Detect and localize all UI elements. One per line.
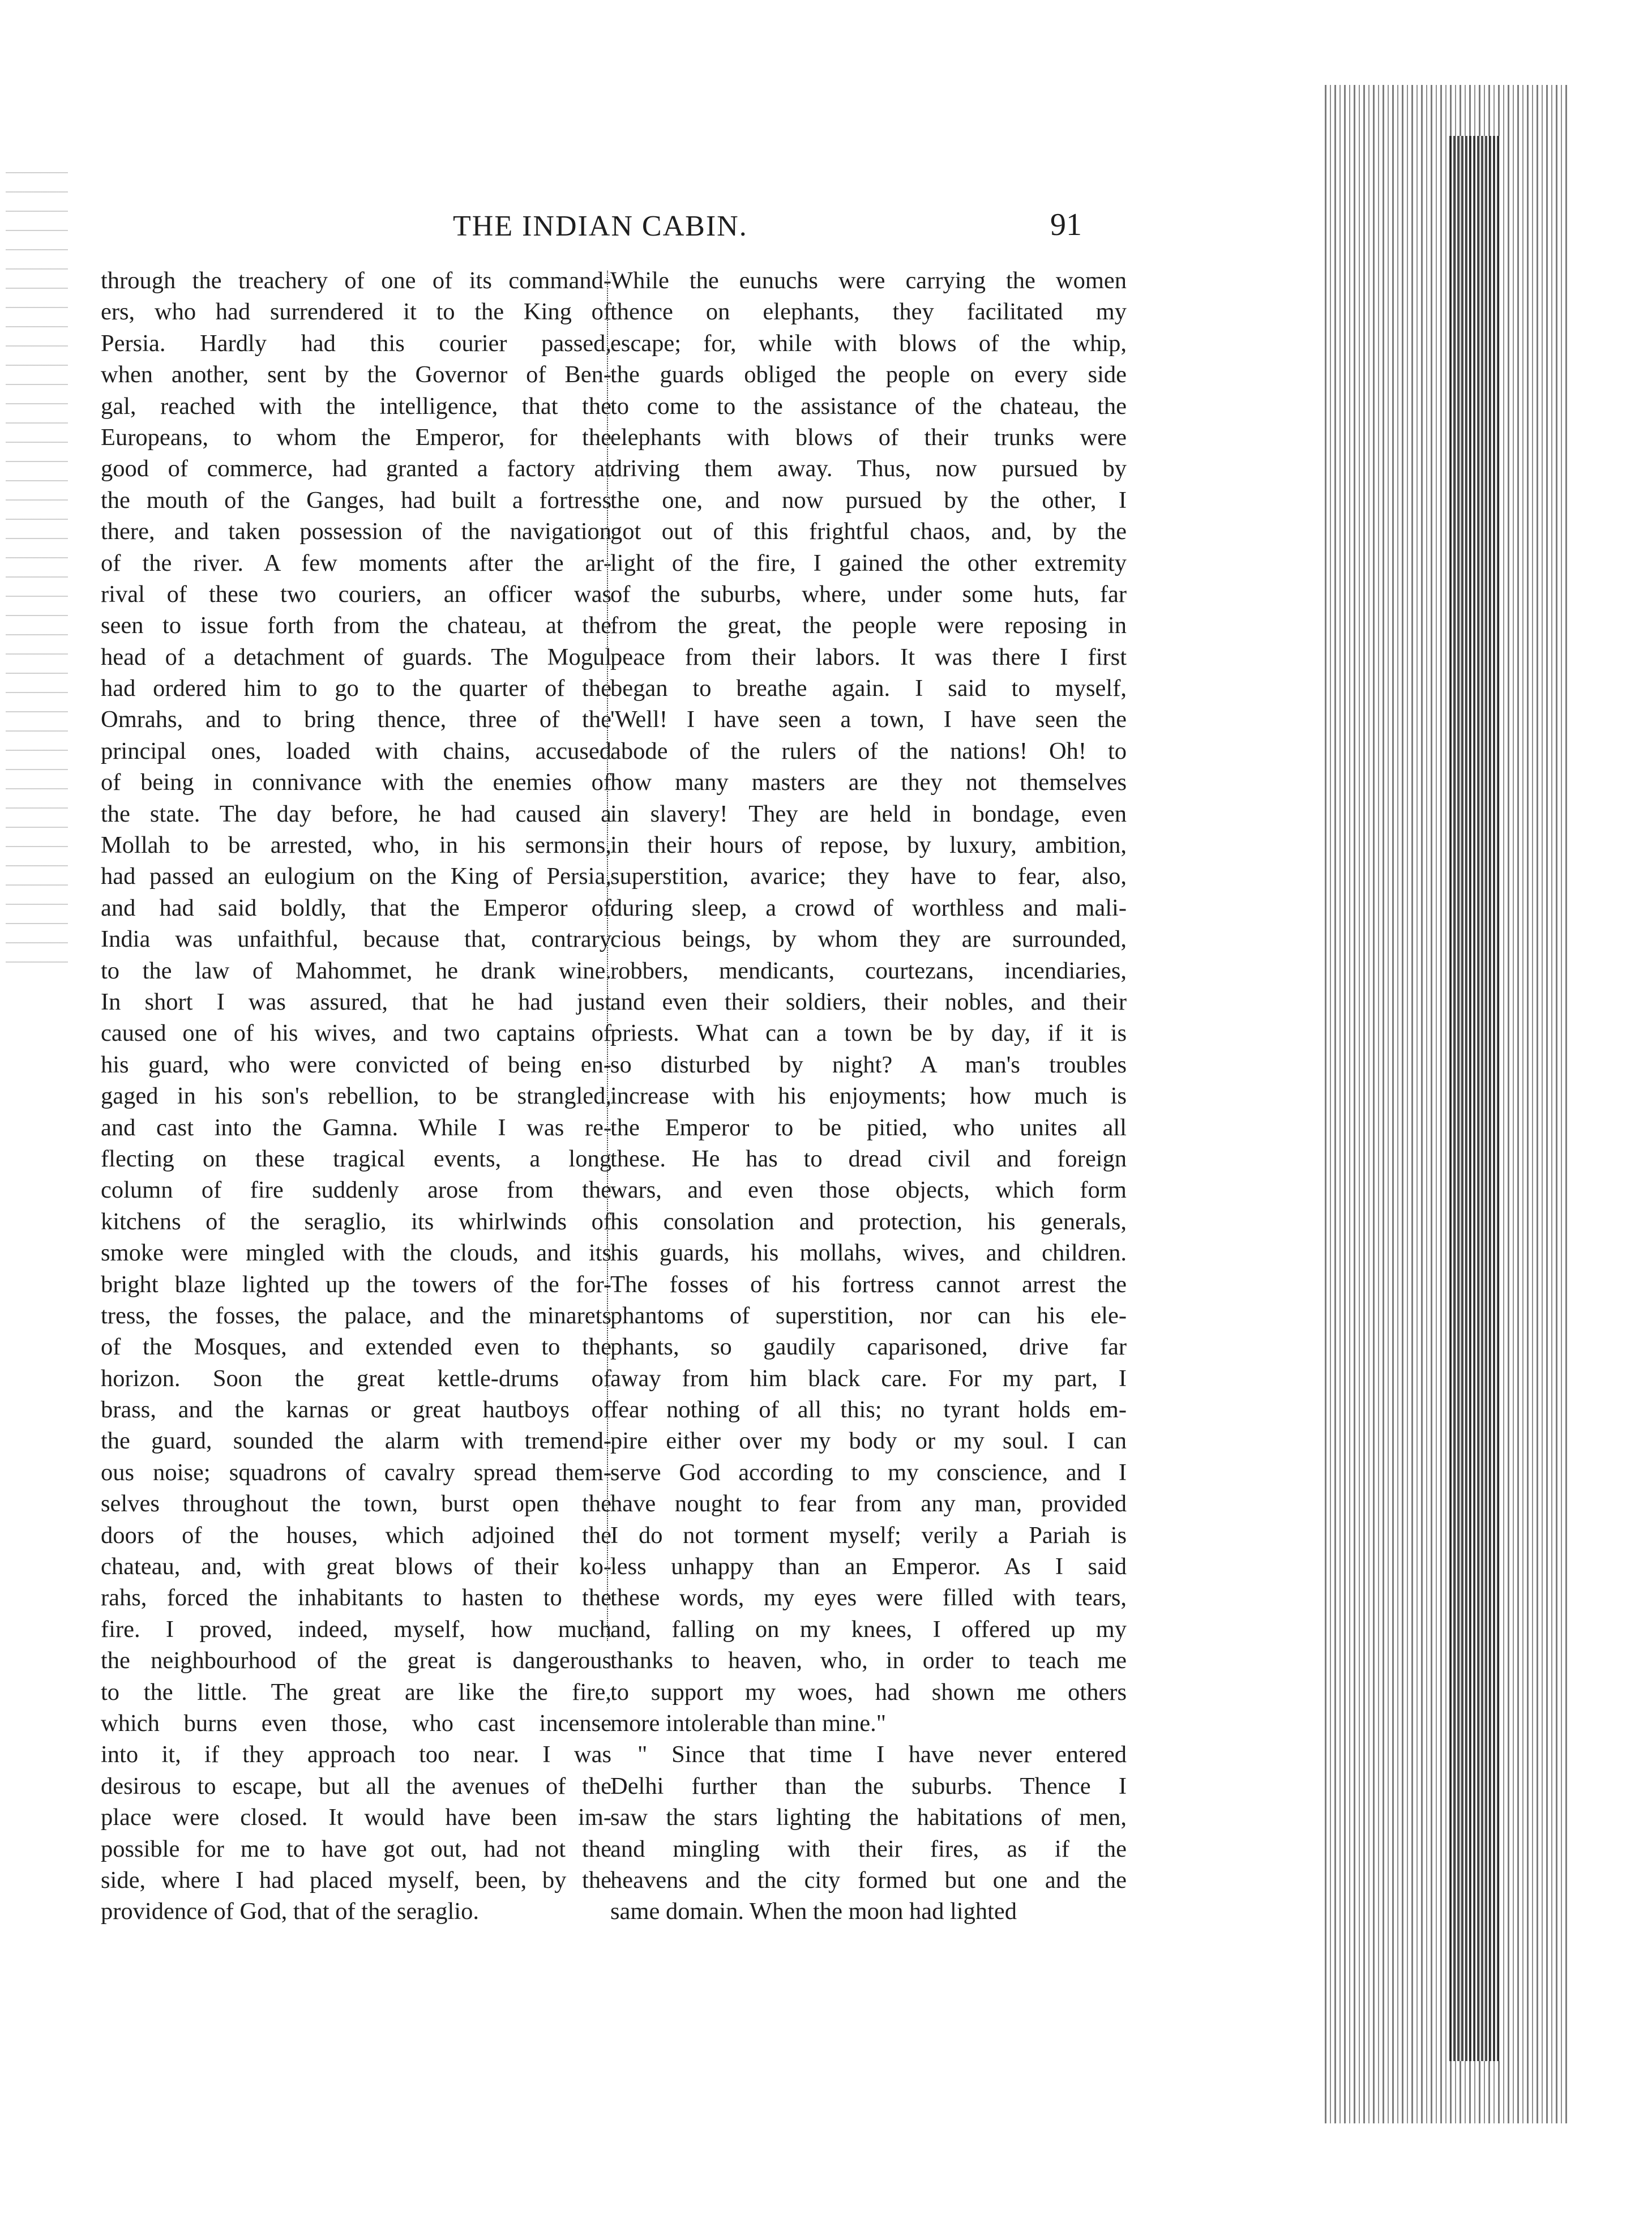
text-line: and mingling with their fires, as if the [610, 1835, 1127, 1862]
text-line: seen to issue forth from the chateau, at the [101, 612, 611, 639]
text-line: ous noise; squadrons of cavalry spread them- [101, 1459, 611, 1486]
text-line: place were closed. It would have been im- [101, 1804, 611, 1831]
text-line: abode of the rulers of the nations! Oh! to [610, 737, 1127, 764]
text-line: driving them away. Thus, now pursued by [610, 455, 1127, 482]
text-line: head of a detachment of guards. The Mogul [101, 643, 611, 670]
text-line: to come to the assistance of the chateau, the [610, 392, 1127, 420]
text-line: wars, and even those objects, which form [610, 1177, 1127, 1204]
text-line: Delhi further than the suburbs. Thence I [610, 1772, 1127, 1799]
text-line: there, and taken possession of the navigation [101, 518, 611, 545]
text-line: ers, who had surrendered it to the King of [101, 298, 611, 326]
text-line: chateau, and, with great blows of their ko- [101, 1553, 611, 1580]
text-line: gaged in his son's rebellion, to be strangled, [101, 1083, 611, 1110]
text-line: light of the fire, I gained the other extremity [610, 549, 1127, 576]
text-line: to the little. The great are like the fire, [101, 1678, 611, 1705]
right-column [610, 265, 1127, 1927]
text-line: of the river. A few moments after the ar- [101, 549, 611, 576]
text-line: rival of these two couriers, an officer was [101, 580, 611, 608]
text-line: had ordered him to go to the quarter of the [101, 675, 611, 702]
text-line: the state. The day before, he had caused a [101, 800, 611, 827]
text-line: away from him black care. For my part, I [610, 1365, 1127, 1392]
text-line: kitchens of the seraglio, its whirlwinds of [101, 1208, 611, 1235]
left-margin-specks [6, 170, 68, 963]
text-line: same domain. When the moon had lighted [610, 1898, 1017, 1925]
text-line: heavens and the city formed but one and the [610, 1866, 1127, 1893]
text-line: flecting on these tragical events, a long [101, 1145, 611, 1172]
text-line: brass, and the karnas or great hautboys of [101, 1396, 611, 1424]
text-line: to the law of Mahommet, he drank wine. [101, 957, 611, 984]
text-line: during sleep, a crowd of worthless and mali- [610, 894, 1127, 921]
text-line: saw the stars lighting the habitations of men, [610, 1804, 1127, 1831]
text-line: peace from their labors. It was there I first [610, 643, 1127, 670]
text-line: fear nothing of all this; no tyrant holds em- [610, 1396, 1127, 1424]
text-line: side, where I had placed myself, been, by the [101, 1866, 611, 1893]
text-line: phantoms of superstition, nor can his ele- [610, 1302, 1127, 1329]
text-line: Persia. Hardly had this courier passed, [101, 330, 611, 357]
text-line: have nought to fear from any man, provided [610, 1490, 1127, 1518]
text-line: horizon. Soon the great kettle-drums of [101, 1365, 611, 1392]
text-line: the guards obliged the people on every side [610, 361, 1127, 388]
text-line: and even their soldiers, their nobles, and their [610, 988, 1127, 1015]
text-line: cious beings, by whom they are surrounded, [610, 926, 1127, 953]
text-line: thanks to heaven, who, in order to teach me [610, 1647, 1127, 1674]
text-line: thence on elephants, they facilitated my [610, 298, 1127, 326]
text-line: serve God according to my conscience, and I [610, 1459, 1127, 1486]
text-line: in their hours of repose, by luxury, ambition, [610, 832, 1127, 859]
text-line: While the eunuchs were carrying the women [610, 267, 1127, 294]
text-line: escape; for, while with blows of the whip, [610, 330, 1127, 357]
text-line: his guards, his mollahs, wives, and children. [610, 1239, 1127, 1267]
text-line: Europeans, to whom the Emperor, for the [101, 424, 611, 451]
text-line: possible for me to have got out, had not the [101, 1835, 611, 1862]
text-line: got out of this frightful chaos, and, by the [610, 518, 1127, 545]
book-edge-scan-artifact [1325, 85, 1568, 2123]
text-line: principal ones, loaded with chains, accused [101, 737, 611, 764]
text-line: providence of God, that of the seraglio. [101, 1898, 479, 1925]
text-line: of the Mosques, and extended even to the [101, 1333, 611, 1361]
text-line: pire either over my body or my soul. I can [610, 1427, 1127, 1455]
text-line: in slavery! They are held in bondage, even [610, 800, 1127, 827]
text-line: and had said boldly, that the Emperor of [101, 894, 611, 921]
text-line: the neighbourhood of the great is dangerous [101, 1647, 611, 1674]
text-line: good of commerce, had granted a factory at [101, 455, 611, 482]
running-head: THE INDIAN CABIN. [453, 210, 748, 242]
text-line: and cast into the Gamna. While I was re- [101, 1114, 611, 1141]
page-number: 91 [1050, 207, 1082, 242]
book-edge-scan-artifact-dark [1449, 136, 1500, 2061]
text-line: rahs, forced the inhabitants to hasten to the [101, 1584, 611, 1612]
text-line: of the suburbs, where, under some huts, far [610, 580, 1127, 608]
text-line: robbers, mendicants, courtezans, incendiaries, [610, 957, 1127, 984]
text-line: desirous to escape, but all the avenues of the [101, 1772, 611, 1799]
text-line: fire. I proved, indeed, myself, how much [101, 1615, 611, 1643]
text-line: the Emperor to be pitied, who unites all [610, 1114, 1127, 1141]
text-line: his guard, who were convicted of being en- [101, 1051, 611, 1078]
text-line: selves throughout the town, burst open the [101, 1490, 611, 1518]
text-line: more intolerable than mine." [610, 1709, 887, 1737]
text-line: the guard, sounded the alarm with tremend- [101, 1427, 611, 1455]
text-line: doors of the houses, which adjoined the [101, 1521, 611, 1549]
column-divider [607, 271, 609, 1641]
text-line: " Since that time I have never entered [637, 1741, 1127, 1768]
text-line: I do not torment myself; verily a Pariah is [610, 1521, 1127, 1549]
text-line: to support my woes, had shown me others [610, 1678, 1127, 1705]
text-line: through the treachery of one of its command- [101, 267, 611, 294]
text-line: gal, reached with the intelligence, that the [101, 392, 611, 420]
text-line: into it, if they approach too near. I was [101, 1741, 611, 1768]
text-line: began to breathe again. I said to myself, [610, 675, 1127, 702]
text-line: bright blaze lighted up the towers of the for- [101, 1271, 611, 1298]
text-line: these. He has to dread civil and foreign [610, 1145, 1127, 1172]
text-line: how many masters are they not themselves [610, 769, 1127, 796]
text-line: superstition, avarice; they have to fear, also, [610, 863, 1127, 890]
text-line: phants, so gaudily caparisoned, drive far [610, 1333, 1127, 1361]
text-line: 'Well! I have seen a town, I have seen the [610, 706, 1127, 733]
text-line: smoke were mingled with the clouds, and its [101, 1239, 611, 1267]
text-line: The fosses of his fortress cannot arrest the [610, 1271, 1127, 1298]
text-line: the one, and now pursued by the other, I [610, 486, 1127, 514]
text-line: his consolation and protection, his generals, [610, 1208, 1127, 1235]
text-line: caused one of his wives, and two captains of [101, 1020, 611, 1047]
text-line: these words, my eyes were filled with tears, [610, 1584, 1127, 1612]
text-line: Mollah to be arrested, who, in his sermons, [101, 832, 611, 859]
text-line: from the great, the people were reposing in [610, 612, 1127, 639]
left-column [101, 265, 611, 1927]
text-line: In short I was assured, that he had just [101, 988, 611, 1015]
text-line: Omrahs, and to bring thence, three of the [101, 706, 611, 733]
text-line: of being in connivance with the enemies of [101, 769, 611, 796]
text-line: which burns even those, who cast incense [101, 1709, 611, 1737]
text-line: and, falling on my knees, I offered up my [610, 1615, 1127, 1643]
text-line: had passed an eulogium on the King of Persia, [101, 863, 611, 890]
text-line: increase with his enjoyments; how much is [610, 1083, 1127, 1110]
text-line: when another, sent by the Governor of Ben- [101, 361, 611, 388]
text-line: the mouth of the Ganges, had built a fortress [101, 486, 611, 514]
text-line: India was unfaithful, because that, contrary [101, 926, 611, 953]
text-line: priests. What can a town be by day, if it is [610, 1020, 1127, 1047]
text-line: less unhappy than an Emperor. As I said [610, 1553, 1127, 1580]
text-line: so disturbed by night? A man's troubles [610, 1051, 1127, 1078]
text-line: column of fire suddenly arose from the [101, 1177, 611, 1204]
text-line: tress, the fosses, the palace, and the minarets [101, 1302, 611, 1329]
text-line: elephants with blows of their trunks were [610, 424, 1127, 451]
